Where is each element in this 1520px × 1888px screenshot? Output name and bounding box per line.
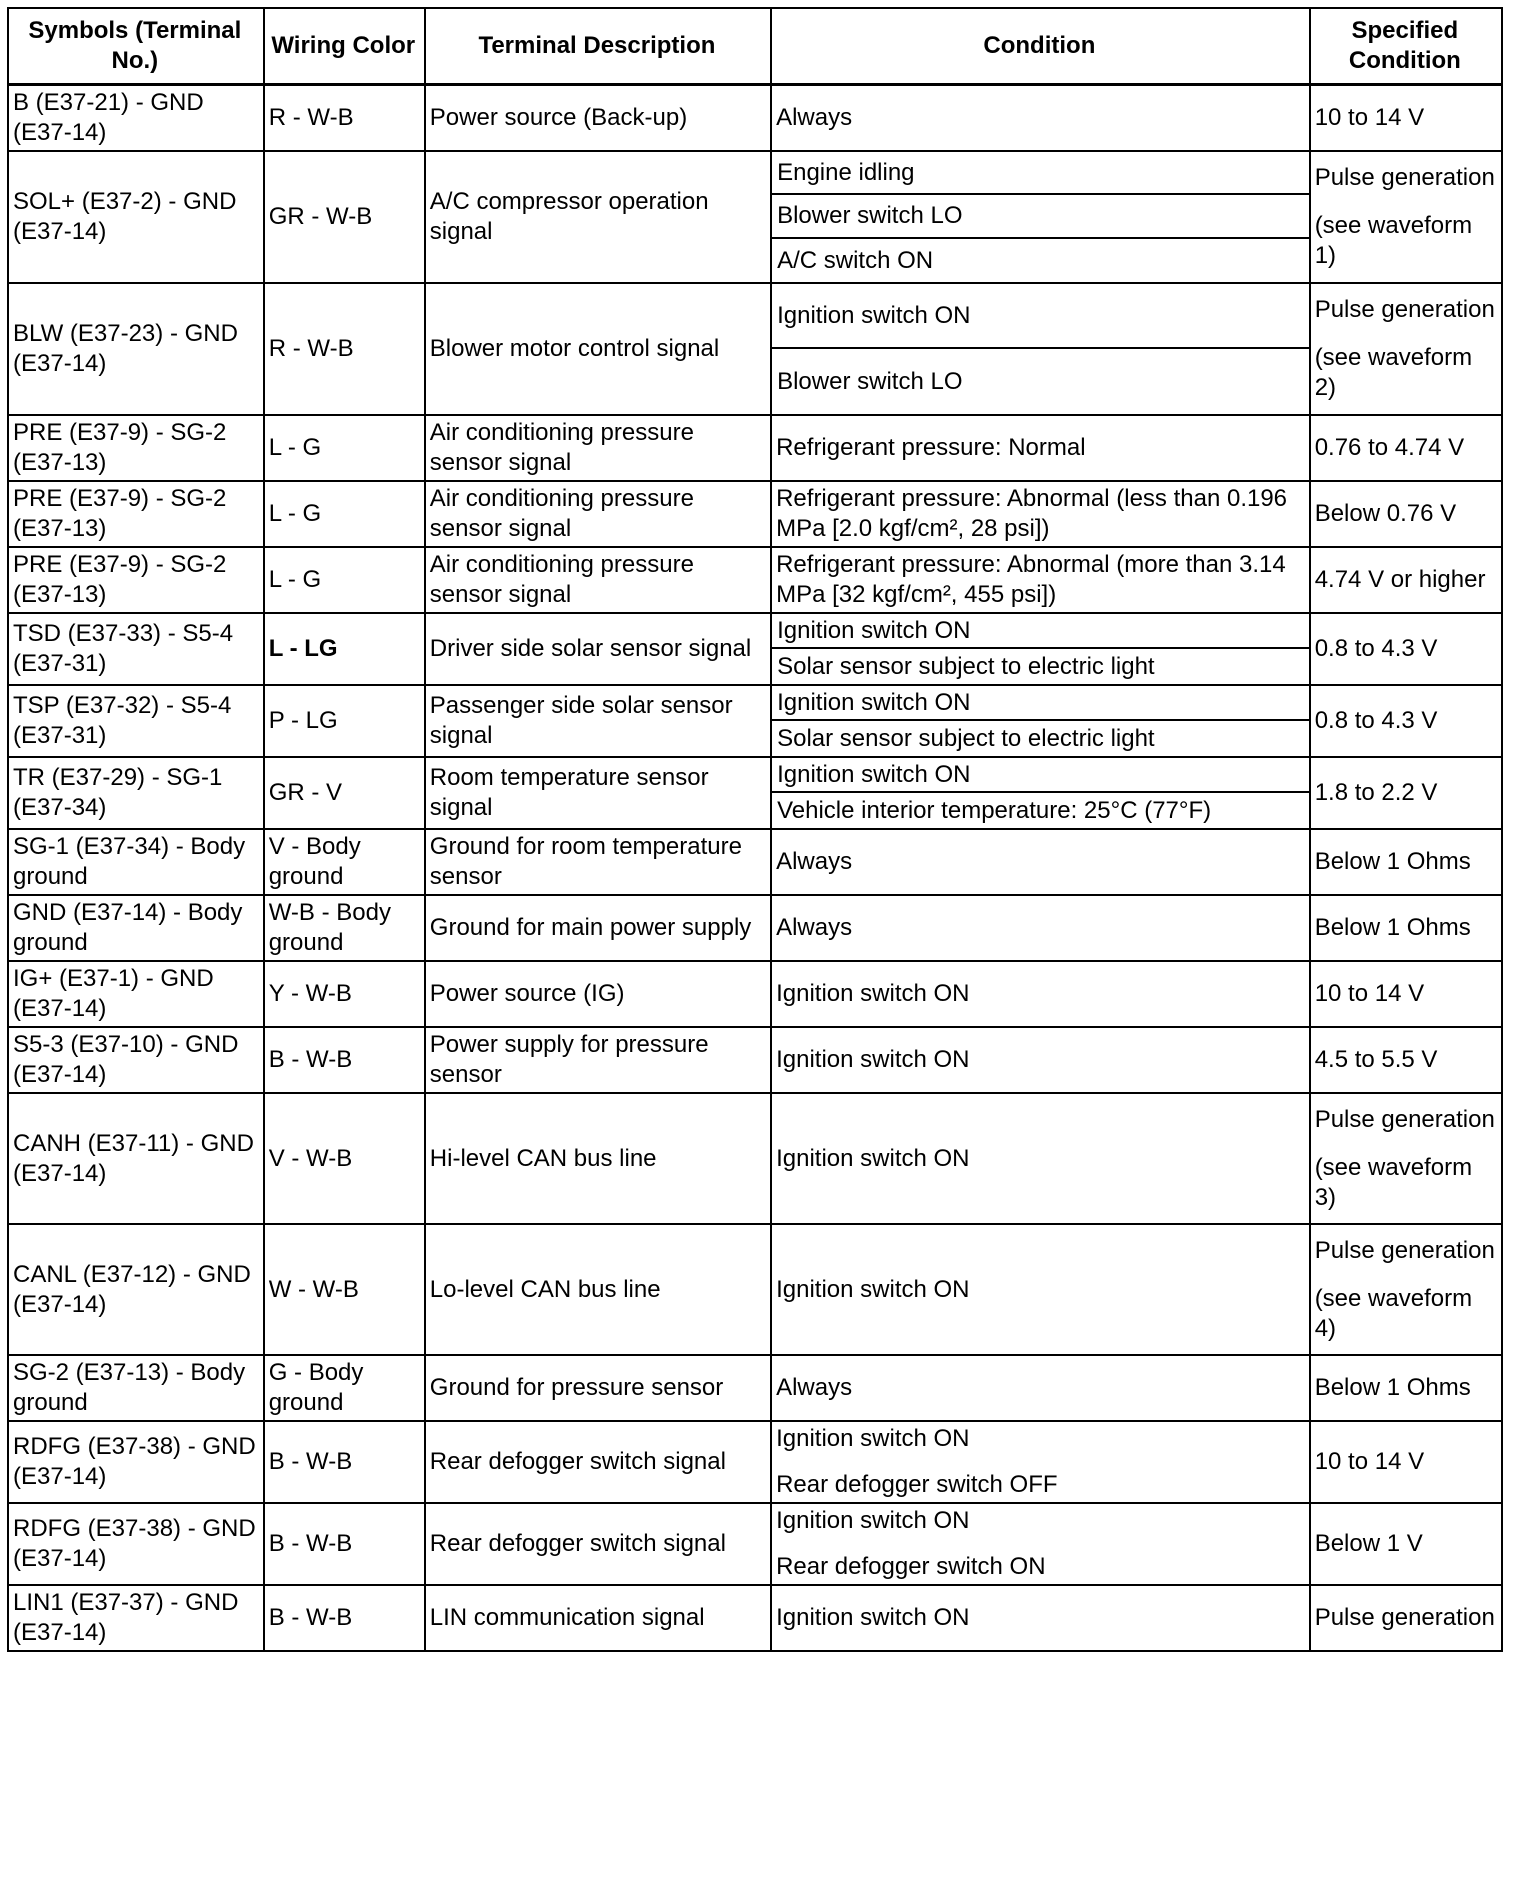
symbol-cell: PRE (E37-9) - SG-2 (E37-13) bbox=[8, 481, 264, 547]
table-row bbox=[8, 961, 1502, 1027]
condition-item: Blower switch LO bbox=[772, 195, 1309, 239]
condition-item: Refrigerant pressure: Normal bbox=[776, 434, 1086, 461]
table-body bbox=[8, 85, 1502, 1652]
table-row bbox=[8, 1093, 1502, 1224]
condition-cell bbox=[771, 1355, 1310, 1421]
symbol-cell: TSD (E37-33) - S5-4 (E37-31) bbox=[8, 613, 264, 685]
condition-cell bbox=[771, 613, 1310, 685]
waveform-reference: (see waveform 2) bbox=[1314, 344, 1473, 401]
condition-item: Refrigerant pressure: Abnormal (less than 0.196 MPa [2.0 kgf/cm², 28 psi]) bbox=[776, 485, 1288, 542]
specified-value: 10 to 14 V bbox=[1314, 1448, 1425, 1475]
specified-value: Pulse generation bbox=[1314, 164, 1495, 191]
specified-value: Below 1 V bbox=[1314, 1530, 1423, 1557]
wiring-color-cell: GR - V bbox=[264, 757, 425, 829]
terminal-description-cell: Passenger side solar sensor signal bbox=[425, 685, 771, 757]
specified-value: Below 1 Ohms bbox=[1314, 848, 1471, 875]
condition-cell bbox=[771, 151, 1310, 283]
terminal-description-cell: Rear defogger switch signal bbox=[425, 1503, 771, 1585]
condition-cell bbox=[771, 415, 1310, 481]
condition-item: Always bbox=[776, 848, 853, 875]
terminal-description-cell: Driver side solar sensor signal bbox=[425, 613, 771, 685]
header-wiring-color: Wiring Color bbox=[264, 8, 425, 85]
table-row bbox=[8, 1503, 1502, 1585]
wiring-color-cell: V - Body ground bbox=[264, 829, 425, 895]
terminal-description-cell: A/C compressor operation signal bbox=[425, 151, 771, 283]
specified-value: 0.8 to 4.3 V bbox=[1314, 707, 1438, 734]
terminal-description-cell: Rear defogger switch signal bbox=[425, 1421, 771, 1503]
terminal-description-cell: Lo-level CAN bus line bbox=[425, 1224, 771, 1355]
terminal-description-cell: LIN communication signal bbox=[425, 1585, 771, 1651]
table-row bbox=[8, 547, 1502, 613]
terminal-description-cell: Air conditioning pressure sensor signal bbox=[425, 481, 771, 547]
terminal-description-cell: Ground for room temperature sensor bbox=[425, 829, 771, 895]
condition-item: Ignition switch ON bbox=[772, 758, 1309, 793]
header-specified-condition: Specified Condition bbox=[1310, 8, 1502, 85]
specified-condition-cell bbox=[1310, 1027, 1502, 1093]
condition-cell bbox=[771, 757, 1310, 829]
header-condition: Condition bbox=[771, 8, 1310, 85]
terminal-description-cell: Ground for main power supply bbox=[425, 895, 771, 961]
terminal-description-cell: Hi-level CAN bus line bbox=[425, 1093, 771, 1224]
terminal-description-cell: Air conditioning pressure sensor signal bbox=[425, 415, 771, 481]
specified-condition-cell bbox=[1310, 1355, 1502, 1421]
specified-condition-cell bbox=[1310, 1503, 1502, 1585]
symbol-cell: TR (E37-29) - SG-1 (E37-34) bbox=[8, 757, 264, 829]
table-row bbox=[8, 283, 1502, 415]
specified-value: 0.76 to 4.74 V bbox=[1314, 434, 1465, 461]
condition-item: Engine idling bbox=[772, 152, 1309, 195]
condition-item: Always bbox=[776, 104, 853, 131]
symbol-cell: RDFG (E37-38) - GND (E37-14) bbox=[8, 1421, 264, 1503]
wiring-color-cell: L - G bbox=[264, 481, 425, 547]
wiring-color-cell: R - W-B bbox=[264, 283, 425, 415]
wiring-color-cell: G - Body ground bbox=[264, 1355, 425, 1421]
header-terminal-description: Terminal Description bbox=[425, 8, 771, 85]
symbol-cell: CANH (E37-11) - GND (E37-14) bbox=[8, 1093, 264, 1224]
condition-cell bbox=[771, 961, 1310, 1027]
condition-item: Solar sensor subject to electric light bbox=[777, 724, 1155, 752]
condition-cell bbox=[771, 1027, 1310, 1093]
terminal-description-cell: Power source (IG) bbox=[425, 961, 771, 1027]
specified-condition-cell bbox=[1310, 481, 1502, 547]
terminal-description-cell: Power supply for pressure sensor bbox=[425, 1027, 771, 1093]
symbol-cell: CANL (E37-12) - GND (E37-14) bbox=[8, 1224, 264, 1355]
symbol-cell: S5-3 (E37-10) - GND (E37-14) bbox=[8, 1027, 264, 1093]
terminal-description-cell: Air conditioning pressure sensor signal bbox=[425, 547, 771, 613]
condition-item: Always bbox=[776, 1374, 853, 1401]
wiring-color-cell: W-B - Body ground bbox=[264, 895, 425, 961]
specified-value: Pulse generation bbox=[1314, 296, 1495, 323]
specified-value: 10 to 14 V bbox=[1314, 104, 1425, 131]
table-row bbox=[8, 613, 1502, 685]
condition-cell bbox=[771, 547, 1310, 613]
specified-value: 0.8 to 4.3 V bbox=[1314, 635, 1438, 662]
table-row bbox=[8, 1585, 1502, 1651]
wiring-color-cell: B - W-B bbox=[264, 1421, 425, 1503]
waveform-reference: (see waveform 3) bbox=[1314, 1153, 1473, 1211]
symbol-cell: SG-2 (E37-13) - Body ground bbox=[8, 1355, 264, 1421]
wiring-color-cell: L - G bbox=[264, 415, 425, 481]
specified-value: Pulse generation bbox=[1314, 1236, 1495, 1264]
header-row bbox=[8, 8, 1502, 85]
condition-item: Ignition switch ON bbox=[776, 1275, 970, 1303]
specified-value: 4.74 V or higher bbox=[1314, 566, 1486, 593]
table-row bbox=[8, 1355, 1502, 1421]
wiring-color-cell: R - W-B bbox=[264, 85, 425, 152]
condition-cell bbox=[771, 1421, 1310, 1503]
symbol-cell: BLW (E37-23) - GND (E37-14) bbox=[8, 283, 264, 415]
specified-condition-cell bbox=[1310, 415, 1502, 481]
table-row bbox=[8, 481, 1502, 547]
specified-value: 1.8 to 2.2 V bbox=[1314, 779, 1438, 806]
condition-cell bbox=[771, 481, 1310, 547]
condition-cell bbox=[771, 1093, 1310, 1224]
condition-item: Ignition switch ON bbox=[776, 980, 970, 1007]
symbol-cell: PRE (E37-9) - SG-2 (E37-13) bbox=[8, 547, 264, 613]
condition-item: Ignition switch ON bbox=[776, 1425, 970, 1452]
table-row bbox=[8, 1027, 1502, 1093]
table-row bbox=[8, 685, 1502, 757]
symbol-cell: RDFG (E37-38) - GND (E37-14) bbox=[8, 1503, 264, 1585]
table-row bbox=[8, 757, 1502, 829]
table-row bbox=[8, 895, 1502, 961]
symbol-cell: SOL+ (E37-2) - GND (E37-14) bbox=[8, 151, 264, 283]
specified-value: 10 to 14 V bbox=[1314, 980, 1425, 1007]
specified-condition-cell bbox=[1310, 685, 1502, 757]
specified-condition-cell bbox=[1310, 757, 1502, 829]
specified-condition-cell bbox=[1310, 1421, 1502, 1503]
wiring-color-cell: L - LG bbox=[264, 613, 425, 685]
specified-condition-cell bbox=[1310, 1585, 1502, 1651]
specified-condition-cell bbox=[1310, 613, 1502, 685]
wiring-color-cell: GR - W-B bbox=[264, 151, 425, 283]
terminal-description-cell: Room temperature sensor signal bbox=[425, 757, 771, 829]
specified-condition-cell bbox=[1310, 1093, 1502, 1224]
condition-item: Ignition switch ON bbox=[772, 614, 1309, 649]
specified-condition-cell bbox=[1310, 283, 1502, 415]
specified-value: 4.5 to 5.5 V bbox=[1314, 1046, 1438, 1073]
condition-item: Always bbox=[776, 914, 853, 941]
specified-condition-cell bbox=[1310, 547, 1502, 613]
symbol-cell: IG+ (E37-1) - GND (E37-14) bbox=[8, 961, 264, 1027]
condition-cell bbox=[771, 85, 1310, 152]
specified-condition-cell bbox=[1310, 85, 1502, 152]
condition-item: Ignition switch ON bbox=[776, 1507, 970, 1534]
specified-condition-cell bbox=[1310, 151, 1502, 283]
condition-cell bbox=[771, 685, 1310, 757]
symbol-cell: B (E37-21) - GND (E37-14) bbox=[8, 85, 264, 152]
specified-value: Below 0.76 V bbox=[1314, 500, 1457, 527]
table-row bbox=[8, 151, 1502, 283]
condition-item: Ignition switch ON bbox=[772, 284, 1309, 349]
wiring-color-cell: V - W-B bbox=[264, 1093, 425, 1224]
condition-cell bbox=[771, 1503, 1310, 1585]
specified-value: Pulse generation bbox=[1314, 1105, 1495, 1133]
wiring-color-cell: B - W-B bbox=[264, 1027, 425, 1093]
condition-item: Ignition switch ON bbox=[776, 1604, 970, 1631]
condition-item: Ignition switch ON bbox=[776, 1144, 970, 1172]
waveform-reference: (see waveform 4) bbox=[1314, 1284, 1473, 1342]
symbol-cell: SG-1 (E37-34) - Body ground bbox=[8, 829, 264, 895]
table-row bbox=[8, 1421, 1502, 1503]
condition-item: Solar sensor subject to electric light bbox=[777, 652, 1155, 680]
wiring-color-cell: B - W-B bbox=[264, 1585, 425, 1651]
symbol-cell: LIN1 (E37-37) - GND (E37-14) bbox=[8, 1585, 264, 1651]
table-row bbox=[8, 415, 1502, 481]
specified-condition-cell bbox=[1310, 1224, 1502, 1355]
specified-value: Below 1 Ohms bbox=[1314, 914, 1471, 941]
specified-value: Pulse generation bbox=[1314, 1604, 1495, 1631]
table-row bbox=[8, 829, 1502, 895]
condition-item: Rear defogger switch OFF bbox=[776, 1471, 1058, 1498]
condition-item: Refrigerant pressure: Abnormal (more than 3.14 MPa [32 kgf/cm², 455 psi]) bbox=[776, 551, 1286, 608]
condition-item: Blower switch LO bbox=[777, 367, 963, 395]
wiring-color-cell: P - LG bbox=[264, 685, 425, 757]
condition-cell bbox=[771, 283, 1310, 415]
wiring-color-cell: L - G bbox=[264, 547, 425, 613]
condition-item: Rear defogger switch ON bbox=[776, 1553, 1046, 1580]
terminal-table bbox=[7, 7, 1503, 1652]
specified-value: Below 1 Ohms bbox=[1314, 1374, 1471, 1401]
symbol-cell: TSP (E37-32) - S5-4 (E37-31) bbox=[8, 685, 264, 757]
condition-cell bbox=[771, 1585, 1310, 1651]
terminal-description-cell: Ground for pressure sensor bbox=[425, 1355, 771, 1421]
specified-condition-cell bbox=[1310, 895, 1502, 961]
condition-item: Ignition switch ON bbox=[776, 1046, 970, 1073]
table-row bbox=[8, 1224, 1502, 1355]
condition-cell bbox=[771, 829, 1310, 895]
wiring-color-cell: W - W-B bbox=[264, 1224, 425, 1355]
condition-cell bbox=[771, 1224, 1310, 1355]
wiring-color-cell: B - W-B bbox=[264, 1503, 425, 1585]
table-row bbox=[8, 85, 1502, 152]
condition-cell bbox=[771, 895, 1310, 961]
header-symbols: Symbols (Terminal No.) bbox=[8, 8, 264, 85]
wiring-color-cell: Y - W-B bbox=[264, 961, 425, 1027]
terminal-description-cell: Power source (Back-up) bbox=[425, 85, 771, 152]
specified-condition-cell bbox=[1310, 829, 1502, 895]
condition-item: Ignition switch ON bbox=[772, 686, 1309, 721]
waveform-reference: (see waveform 1) bbox=[1314, 212, 1473, 269]
terminal-description-cell: Blower motor control signal bbox=[425, 283, 771, 415]
symbol-cell: PRE (E37-9) - SG-2 (E37-13) bbox=[8, 415, 264, 481]
specified-condition-cell bbox=[1310, 961, 1502, 1027]
condition-item: A/C switch ON bbox=[777, 246, 934, 274]
condition-item: Vehicle interior temperature: 25°C (77°F) bbox=[777, 796, 1212, 824]
symbol-cell: GND (E37-14) - Body ground bbox=[8, 895, 264, 961]
